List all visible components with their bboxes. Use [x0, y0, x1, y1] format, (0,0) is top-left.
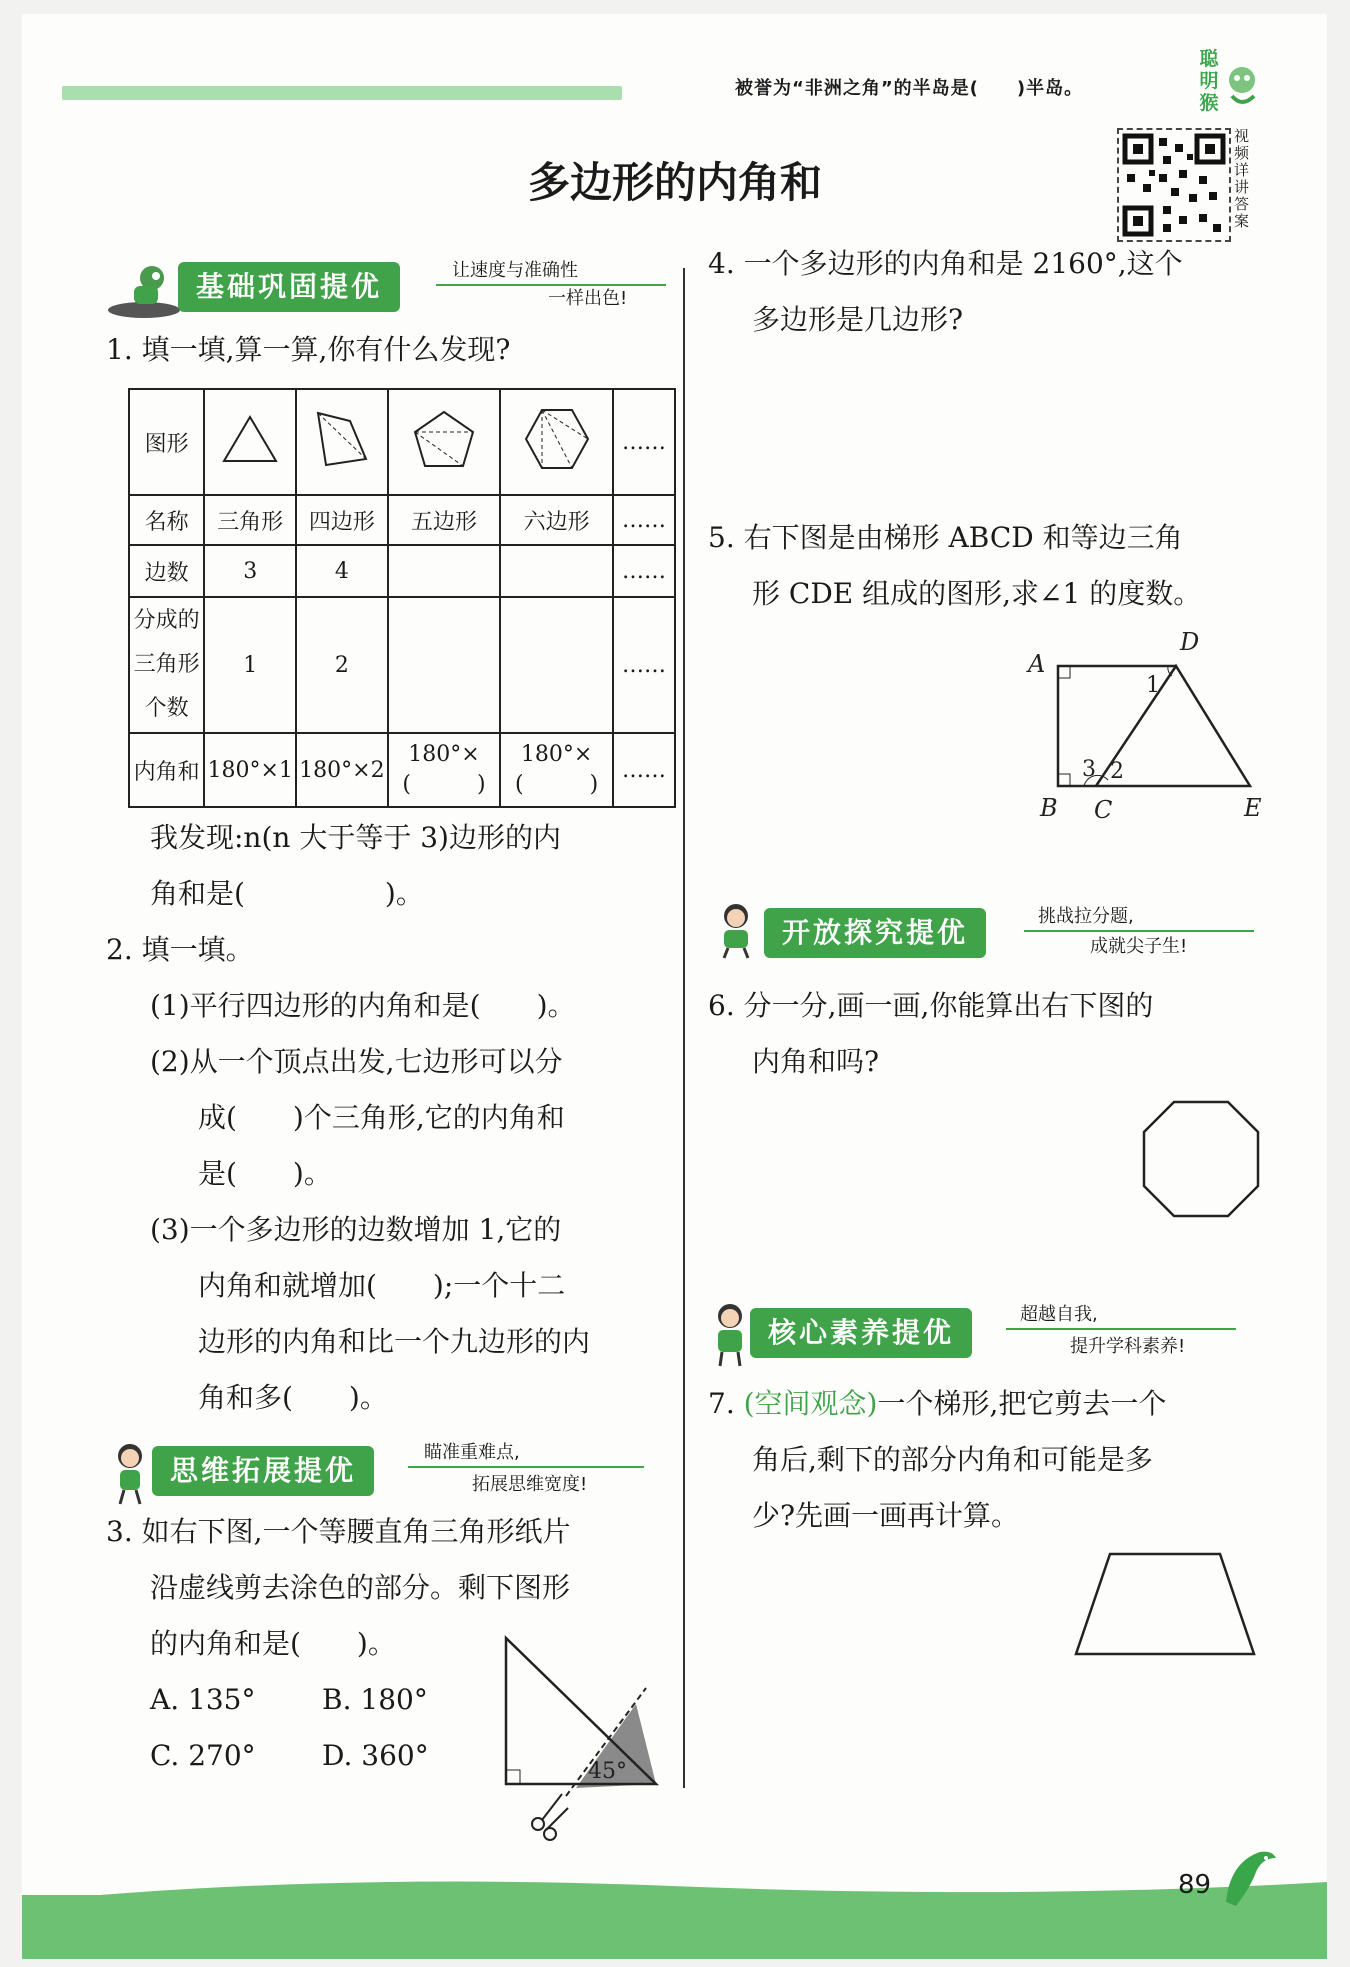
sum-prefix: 180°×: [520, 742, 593, 767]
q2-part3-line4[interactable]: 角和多( )。: [198, 1381, 388, 1414]
sum-cell[interactable]: [388, 733, 501, 807]
section-core-banner: 核心素养提优: [750, 1308, 972, 1358]
q7-text-line2: 角后,剩下的部分内角和可能是多: [752, 1443, 1153, 1476]
header-bar: [62, 86, 622, 100]
section-basic-banner: 基础巩固提优: [178, 262, 400, 312]
q3-text-line1: 3. 如右下图,一个等腰直角三角形纸片: [106, 1515, 571, 1548]
triangles-cell: 1: [204, 597, 296, 733]
section-open-slogan1: 挑战拉分题,: [1038, 906, 1134, 927]
footer-band: [22, 1895, 1327, 1959]
trapezoid-figure: [1070, 1548, 1260, 1662]
triangles-cell-blank[interactable]: [500, 597, 613, 733]
q6-text-line2: 内角和吗?: [752, 1045, 880, 1078]
label-angle3: 3: [1082, 757, 1096, 782]
q3-option-a[interactable]: A. 135°: [150, 1683, 256, 1716]
quadrilateral-icon: [312, 407, 372, 471]
octagon-figure: [1138, 1096, 1264, 1222]
q3-option-c[interactable]: C. 270°: [150, 1739, 256, 1772]
sum-blank[interactable]: ( ): [402, 772, 486, 797]
triangles-cell: 2: [296, 597, 388, 733]
slogan-line: [436, 284, 666, 286]
q7-number: 7.: [708, 1387, 744, 1420]
q1-text: 1. 填一填,算一算,你有什么发现?: [106, 333, 511, 366]
q7-text1: 一个梯形,把它剪去一个: [877, 1387, 1167, 1420]
slogan-line: [1006, 1328, 1236, 1330]
column-divider: [683, 268, 685, 1788]
sides-cell-blank[interactable]: [388, 545, 501, 597]
table-ellipsis: ……: [613, 733, 675, 807]
table-ellipsis: ……: [613, 495, 675, 545]
right-angle-mark: [506, 1770, 520, 1784]
q3-text-line2: 沿虚线剪去涂色的部分。剩下图形: [150, 1571, 571, 1604]
q2-part2-line3[interactable]: 是( )。: [198, 1157, 332, 1190]
name-cell: 五边形: [388, 495, 501, 545]
row-label-sides: 边数: [129, 545, 204, 597]
label-a: A: [1028, 650, 1046, 678]
q4-text-line1: 4. 一个多边形的内角和是 2160°,这个: [708, 247, 1183, 280]
right-angle-mark-b: [1058, 774, 1070, 786]
shape-triangle: [204, 389, 296, 495]
q2-part2-line2[interactable]: 成( )个三角形,它的内角和: [198, 1101, 565, 1134]
label-c: C: [1094, 796, 1113, 824]
triangles-cell-blank[interactable]: [388, 597, 501, 733]
section-think-slogan1: 瞄准重难点,: [424, 1442, 520, 1463]
sum-blank[interactable]: ( ): [515, 772, 599, 797]
row-label-shape: 图形: [129, 389, 204, 495]
table-ellipsis: ……: [613, 389, 675, 495]
label-angle2: 2: [1110, 759, 1124, 784]
q5-text-line1: 5. 右下图是由梯形 ABCD 和等边三角: [708, 521, 1183, 554]
brand-logo: 聪明猴: [1199, 48, 1219, 114]
q2-part3-line2[interactable]: 内角和就增加( );一个十二: [198, 1269, 566, 1302]
sum-cell: 180°×1: [204, 733, 296, 807]
section-core-slogan1: 超越自我,: [1020, 1304, 1098, 1325]
table-ellipsis: ……: [613, 545, 675, 597]
sides-cell: 3: [204, 545, 296, 597]
slogan-line: [408, 1466, 644, 1468]
qr-label: 视频详讲答案: [1234, 127, 1250, 230]
shape-quadrilateral: [296, 389, 388, 495]
q4-text-line2: 多边形是几边形?: [752, 303, 964, 336]
q1-table: [128, 388, 676, 808]
slogan-line: [1024, 930, 1254, 932]
shape-hexagon: [500, 389, 613, 495]
header-riddle: 被誉为“非洲之角”的半岛是( )半岛。: [735, 78, 1084, 99]
shape-pentagon: [388, 389, 501, 495]
sides-cell: 4: [296, 545, 388, 597]
monkey-icon: [1222, 62, 1262, 108]
mascot-girl-icon: [104, 1440, 156, 1506]
label-angle1: 1: [1146, 673, 1160, 698]
sum-cell[interactable]: [500, 733, 613, 807]
sum-prefix: 180°×: [408, 742, 480, 767]
q2-part3-line1: (3)一个多边形的边数增加 1,它的: [150, 1213, 562, 1246]
q1-finding-line1: 我发现:n(n 大于等于 3)边形的内: [150, 821, 561, 854]
mascot-skateboard-icon: [104, 262, 184, 322]
angle-label-45: 45°: [588, 1759, 627, 1784]
triangle-icon: [220, 411, 280, 467]
q7-text-line3: 少?先画一画再计算。: [752, 1499, 1020, 1532]
q7-tag: (空间观念): [743, 1387, 878, 1420]
page-number: 89: [1178, 1870, 1212, 1900]
label-e: E: [1244, 794, 1262, 822]
name-cell: 三角形: [204, 495, 296, 545]
section-open-banner: 开放探究提优: [764, 908, 986, 958]
row-label-name: 名称: [129, 495, 204, 545]
label-d: D: [1180, 628, 1200, 656]
q5-figure: [1010, 620, 1270, 830]
q7-text-line1: [708, 1376, 1166, 1432]
section-think-slogan2: 拓展思维宽度!: [472, 1474, 588, 1495]
q2-text: 2. 填一填。: [106, 933, 254, 966]
dolphin-icon: [1216, 1842, 1280, 1912]
scissors-icon: [532, 1794, 568, 1840]
q3-option-d[interactable]: D. 360°: [322, 1739, 429, 1772]
mascot-boy-icon: [708, 900, 764, 960]
right-angle-mark-a: [1058, 666, 1070, 678]
q1-finding-line2[interactable]: 角和是( )。: [150, 877, 424, 910]
q6-text-line1: 6. 分一分,画一画,你能算出右下图的: [708, 989, 1154, 1022]
q5-text-line2: 形 CDE 组成的图形,求∠1 的度数。: [752, 577, 1202, 610]
sides-cell-blank[interactable]: [500, 545, 613, 597]
q2-part1[interactable]: (1)平行四边形的内角和是( )。: [150, 989, 576, 1022]
table-ellipsis: ……: [613, 597, 675, 733]
hexagon-icon: [522, 406, 592, 472]
name-cell: 六边形: [500, 495, 613, 545]
section-basic-slogan2: 一样出色!: [548, 288, 628, 309]
row-label-triangles: 分成的三角形个数: [129, 597, 204, 733]
q3-triangle-figure: [496, 1628, 666, 1848]
page-title: 多边形的内角和: [527, 158, 822, 207]
label-b: B: [1040, 794, 1058, 822]
section-core-slogan2: 提升学科素养!: [1070, 1336, 1186, 1357]
q3-option-b[interactable]: B. 180°: [322, 1683, 428, 1716]
q2-part2-line1: (2)从一个顶点出发,七边形可以分: [150, 1045, 563, 1078]
row-label-sum: 内角和: [129, 733, 204, 807]
section-open-slogan2: 成就尖子生!: [1090, 936, 1188, 957]
pentagon-icon: [411, 408, 477, 470]
sum-cell: 180°×2: [296, 733, 388, 807]
section-basic-slogan1: 让速度与准确性: [452, 260, 578, 281]
q3-text-line3[interactable]: 的内角和是( )。: [150, 1627, 396, 1660]
mascot-kid-icon: [706, 1300, 754, 1368]
name-cell: 四边形: [296, 495, 388, 545]
section-think-banner: 思维拓展提优: [152, 1446, 374, 1496]
q2-part3-line3: 边形的内角和比一个九边形的内: [198, 1325, 591, 1358]
